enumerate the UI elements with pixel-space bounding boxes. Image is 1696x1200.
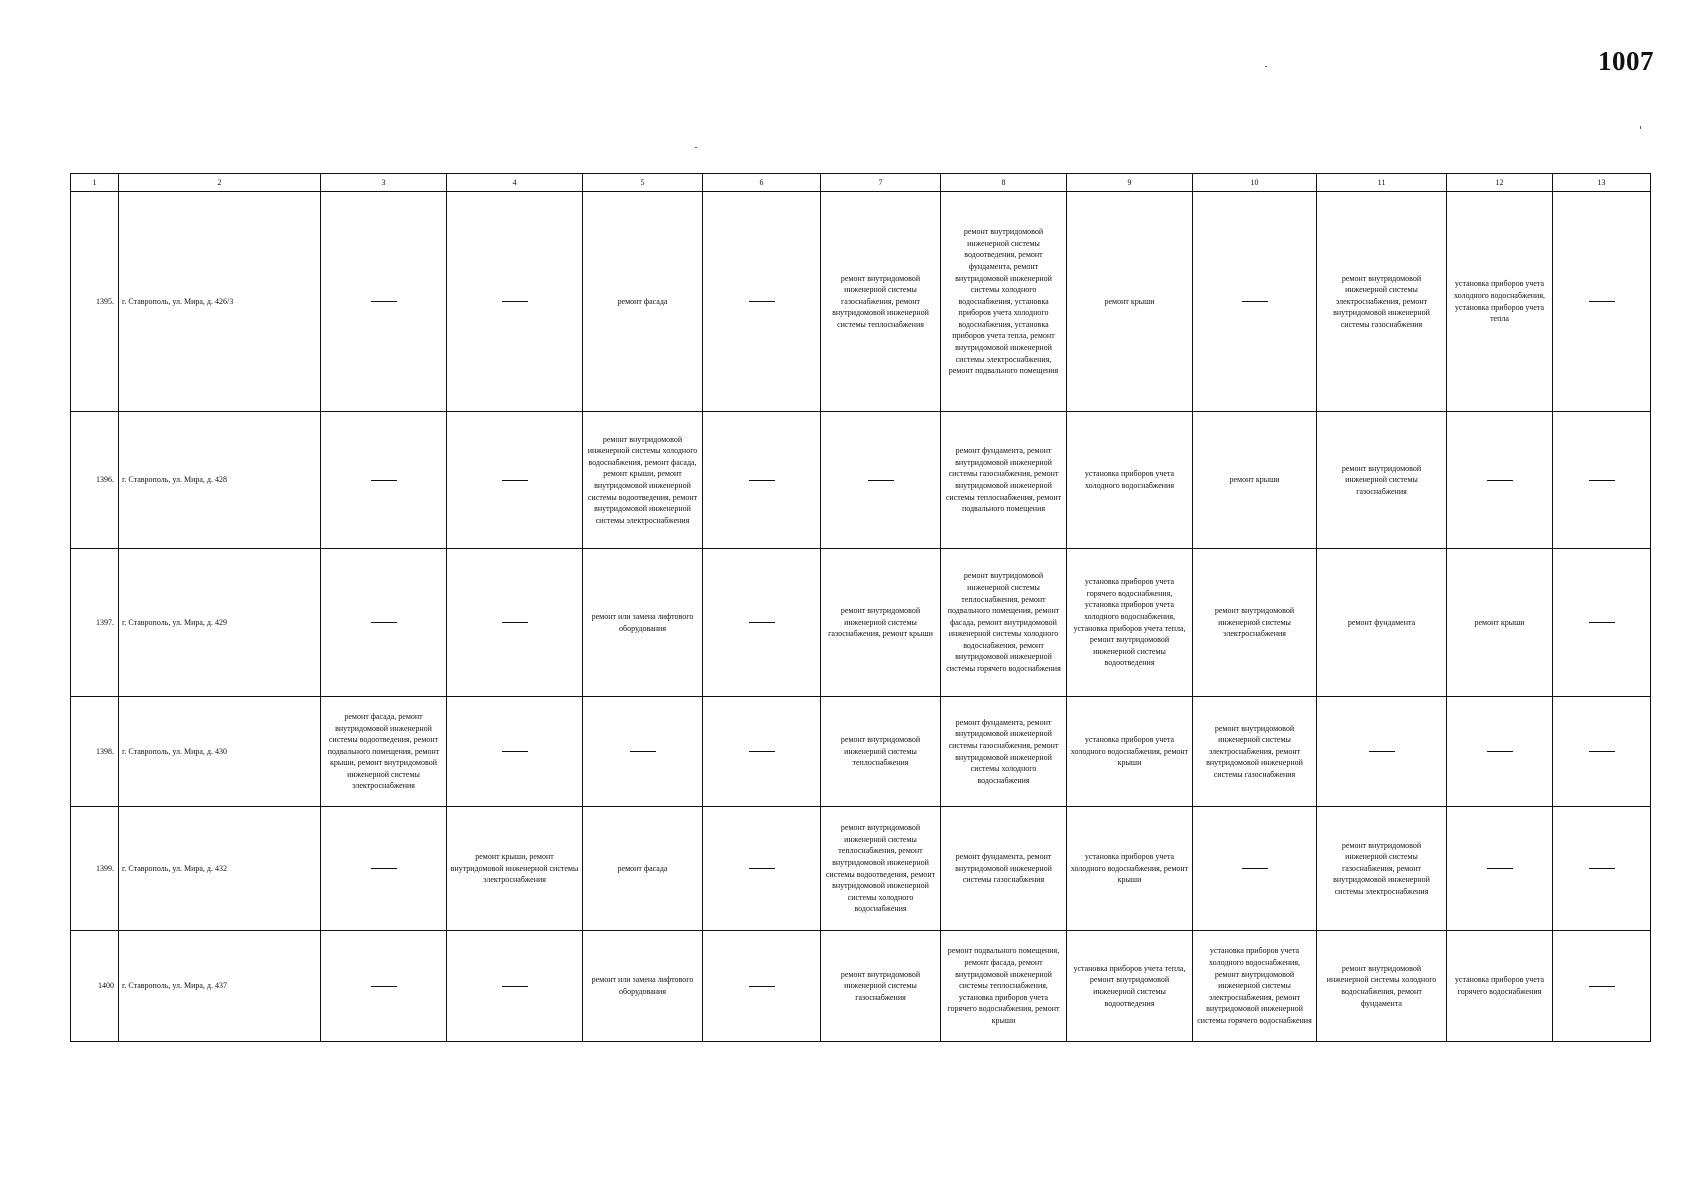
table-row [71,697,1651,807]
work-cell: ремонт внутридомовой инженерной системы водоотведения, ремонт фундамента, ремонт внутридомовой инженерной системы холодного водоснабжения, установка приборов учета холодного водоснабжения, установка приборов учета тепла, ремонт внутридомовой инженерной системы электроснабжения, ремонт подвального помещения [941,192,1067,412]
page-number: 1007 [1598,46,1654,76]
work-cell: ремонт внутридомовой инженерной системы газоснабжения [821,931,941,1042]
dash-mark [1487,868,1513,869]
empty-dash-cell [1553,931,1651,1042]
row-number-cell: 1396. [71,412,119,549]
column-number: 4 [447,174,583,192]
empty-dash-cell [1553,697,1651,807]
work-cell: ремонт фундамента [1317,549,1447,697]
address-cell: г. Ставрополь, ул. Мира, д. 437 [119,931,321,1042]
dash-mark [749,868,775,869]
empty-dash-cell [703,412,821,549]
empty-dash-cell [447,192,583,412]
work-cell: ремонт или замена лифтового оборудования [583,549,703,697]
work-cell: ремонт крыши [1067,192,1193,412]
row-number-cell: 1395. [71,192,119,412]
dash-mark [1487,480,1513,481]
dash-mark [502,751,528,752]
work-cell: ремонт крыши, ремонт внутридомовой инженерной системы электроснабжения [447,807,583,931]
work-cell: ремонт крыши [1193,412,1317,549]
dash-mark [502,986,528,987]
empty-dash-cell [821,412,941,549]
work-cell: ремонт внутридомовой инженерной системы теплоснабжения [821,697,941,807]
empty-dash-cell [1193,807,1317,931]
dash-mark [749,986,775,987]
work-cell: установка приборов учета холодного водоснабжения, установка приборов учета тепла [1447,192,1553,412]
address-cell: г. Ставрополь, ул. Мира, д. 432 [119,807,321,931]
work-cell: установка приборов учета холодного водоснабжения, ремонт внутридомовой инженерной системы электроснабжения, ремонт внутридомовой инженерной системы горячего водоснабжения [1193,931,1317,1042]
dash-mark [749,622,775,623]
empty-dash-cell [321,931,447,1042]
work-cell: ремонт внутридомовой инженерной системы теплоснабжения, ремонт внутридомовой инженерной системы водоотведения, ремонт внутридомовой инженерной системы холодного водоснабжения [821,807,941,931]
address-cell: г. Ставрополь, ул. Мира, д. 429 [119,549,321,697]
work-cell: ремонт фасада [583,192,703,412]
dash-mark [868,480,894,481]
table-row [71,412,1651,549]
empty-dash-cell [1553,549,1651,697]
column-number: 1 [71,174,119,192]
dash-mark [1242,868,1268,869]
empty-dash-cell [1447,807,1553,931]
work-cell: ремонт фасада [583,807,703,931]
work-cell: ремонт фундамента, ремонт внутридомовой инженерной системы газоснабжения, ремонт внутридомовой инженерной системы холодного водоснабжения [941,697,1067,807]
empty-dash-cell [1553,807,1651,931]
dash-mark [371,301,397,302]
repair-schedule-table [70,173,1651,1042]
table-row [71,549,1651,697]
column-number: 9 [1067,174,1193,192]
column-number: 12 [1447,174,1553,192]
work-cell: установка приборов учета горячего водоснабжения, установка приборов учета холодного водоснабжения, установка приборов учета тепла, ремонт внутридомовой инженерной системы водоотведения [1067,549,1193,697]
work-cell: ремонт внутридомовой инженерной системы теплоснабжения, ремонт подвального помещения, ремонт фасада, ремонт внутридомовой инженерной системы холодного водоснабжения, ремонт внутридомовой инженерной системы горячего водоснабжения [941,549,1067,697]
dash-mark [371,868,397,869]
table-row [71,931,1651,1042]
scan-speck [1265,66,1267,67]
work-cell: ремонт подвального помещения, ремонт фасада, ремонт внутридомовой инженерной системы теплоснабжения, установка приборов учета горячего водоснабжения, ремонт крыши [941,931,1067,1042]
row-number-cell: 1398. [71,697,119,807]
work-cell: ремонт внутридомовой инженерной системы электроснабжения, ремонт внутридомовой инженерной системы газоснабжения [1317,192,1447,412]
empty-dash-cell [703,549,821,697]
table-row [71,192,1651,412]
column-number: 6 [703,174,821,192]
dash-mark [1589,868,1615,869]
empty-dash-cell [447,697,583,807]
work-cell: установка приборов учета холодного водоснабжения, ремонт крыши [1067,697,1193,807]
scan-speck [695,147,697,148]
dash-mark [371,480,397,481]
dash-mark [1487,751,1513,752]
work-cell: ремонт внутридомовой инженерной системы газоснабжения, ремонт внутридомовой инженерной системы теплоснабжения [821,192,941,412]
column-number: 2 [119,174,321,192]
dash-mark [1589,751,1615,752]
empty-dash-cell [321,549,447,697]
empty-dash-cell [703,931,821,1042]
column-number: 10 [1193,174,1317,192]
table-row [71,807,1651,931]
empty-dash-cell [1553,192,1651,412]
scan-speck [1640,126,1641,129]
work-cell: ремонт внутридомовой инженерной системы газоснабжения, ремонт крыши [821,549,941,697]
work-cell: ремонт крыши [1447,549,1553,697]
work-cell: ремонт внутридомовой инженерной системы электроснабжения, ремонт внутридомовой инженерной системы газоснабжения [1193,697,1317,807]
work-cell: ремонт внутридомовой инженерной системы газоснабжения, ремонт внутридомовой инженерной системы электроснабжения [1317,807,1447,931]
empty-dash-cell [1317,697,1447,807]
dash-mark [749,751,775,752]
work-cell: ремонт фундамента, ремонт внутридомовой инженерной системы газоснабжения, ремонт внутридомовой инженерной системы теплоснабжения, ремонт подвального помещения [941,412,1067,549]
column-number: 5 [583,174,703,192]
empty-dash-cell [703,807,821,931]
work-cell: ремонт внутридомовой инженерной системы холодного водоснабжения, ремонт фасада, ремонт крыши, ремонт внутридомовой инженерной системы водоотведения, ремонт внутридомовой инженерной системы электроснабжения [583,412,703,549]
dash-mark [502,480,528,481]
work-cell: установка приборов учета холодного водоснабжения [1067,412,1193,549]
empty-dash-cell [321,807,447,931]
dash-mark [749,480,775,481]
dash-mark [749,301,775,302]
dash-mark [1589,301,1615,302]
dash-mark [1589,986,1615,987]
column-number-row [71,174,1651,192]
row-number-cell: 1399. [71,807,119,931]
row-number-cell: 1400 [71,931,119,1042]
column-number: 8 [941,174,1067,192]
empty-dash-cell [1447,412,1553,549]
column-number: 7 [821,174,941,192]
dash-mark [371,986,397,987]
row-number-cell: 1397. [71,549,119,697]
work-cell: ремонт внутридомовой инженерной системы электроснабжения [1193,549,1317,697]
work-cell: ремонт внутридомовой инженерной системы холодного водоснабжения, ремонт фундамента [1317,931,1447,1042]
work-cell: ремонт фасада, ремонт внутридомовой инженерной системы водоотведения, ремонт подвального помещения, ремонт крыши, ремонт внутридомовой инженерной системы электроснабжения [321,697,447,807]
empty-dash-cell [583,697,703,807]
empty-dash-cell [447,412,583,549]
empty-dash-cell [1553,412,1651,549]
empty-dash-cell [321,192,447,412]
column-number: 3 [321,174,447,192]
address-cell: г. Ставрополь, ул. Мира, д. 428 [119,412,321,549]
work-cell: установка приборов учета горячего водоснабжения [1447,931,1553,1042]
empty-dash-cell [1193,192,1317,412]
work-cell: ремонт фундамента, ремонт внутридомовой инженерной системы газоснабжения [941,807,1067,931]
address-cell: г. Ставрополь, ул. Мира, д. 426/3 [119,192,321,412]
empty-dash-cell [447,931,583,1042]
dash-mark [1589,480,1615,481]
address-cell: г. Ставрополь, ул. Мира, д. 430 [119,697,321,807]
work-cell: ремонт внутридомовой инженерной системы газоснабжения [1317,412,1447,549]
empty-dash-cell [321,412,447,549]
dash-mark [1242,301,1268,302]
work-cell: установка приборов учета тепла, ремонт внутридомовой инженерной системы водоотведения [1067,931,1193,1042]
column-number: 11 [1317,174,1447,192]
dash-mark [502,301,528,302]
work-cell: ремонт или замена лифтового оборудования [583,931,703,1042]
empty-dash-cell [703,697,821,807]
dash-mark [630,751,656,752]
work-cell: установка приборов учета холодного водоснабжения, ремонт крыши [1067,807,1193,931]
empty-dash-cell [703,192,821,412]
dash-mark [1589,622,1615,623]
dash-mark [371,622,397,623]
dash-mark [1369,751,1395,752]
column-number: 13 [1553,174,1651,192]
empty-dash-cell [1447,697,1553,807]
empty-dash-cell [447,549,583,697]
dash-mark [502,622,528,623]
